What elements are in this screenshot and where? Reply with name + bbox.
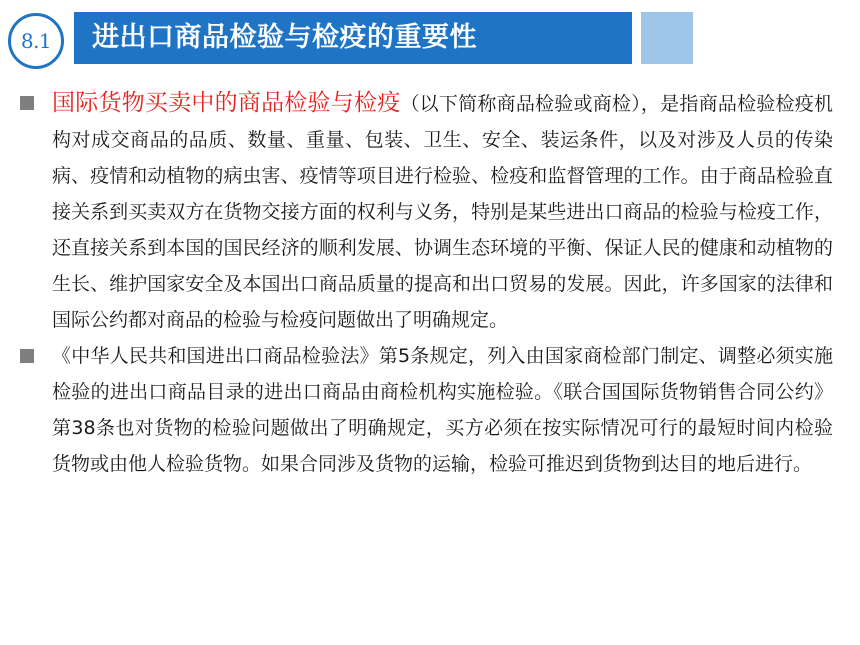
square-bullet-icon <box>20 349 34 363</box>
section-number-badge <box>8 13 64 69</box>
page-title: 进出口商品检验与检疫的重要性 <box>92 22 477 53</box>
paragraph-text: 《中华人民共和国进出口商品检验法》第5条规定，列入由国家商检部门制定、调整必须实施检验的进出口商品目录的进出口商品由商检机构实施检验。《联合国国际货物销售合同公约》第38条也对货物的检验问题做出了明确规定，买方必须在按实际情况可行的最短时间内检验货物或由他人检验货物。如果合同涉及货物的运输，检验可推迟到货物到达目的地后进行。 <box>52 345 833 475</box>
slide-content <box>18 85 833 482</box>
highlighted-term: 国际货物买卖中的商品检验与检疫 <box>52 90 401 116</box>
square-bullet-icon <box>20 96 34 110</box>
paragraph-2 <box>18 338 833 482</box>
title-accent-block <box>641 12 693 64</box>
paragraph-text: （以下简称商品检验或商检），是指商品检验检疫机构对成交商品的品质、数量、重量、包装、卫生、安全、装运条件，以及对涉及人员的传染病、疫情和动植物的病虫害、疫情等项目进行检验、检疫和监督管理的工作。由于商品检验直接关系到买卖双方在货物交接方面的权利与义务，特别是某些进出口商品的检验与检疫工作，还直接关系到本国的国民经济的顺利发展、协调生态环境的平衡、保证人民的健康和动植物的生长、维护国家安全及本国出口商品质量的提高和出口贸易的发展。因此，许多国家的法律和国际公约都对商品的检验与检疫问题做出了明确规定。 <box>52 93 833 331</box>
paragraph-1 <box>18 85 833 338</box>
section-number: 8.1 <box>20 29 52 53</box>
